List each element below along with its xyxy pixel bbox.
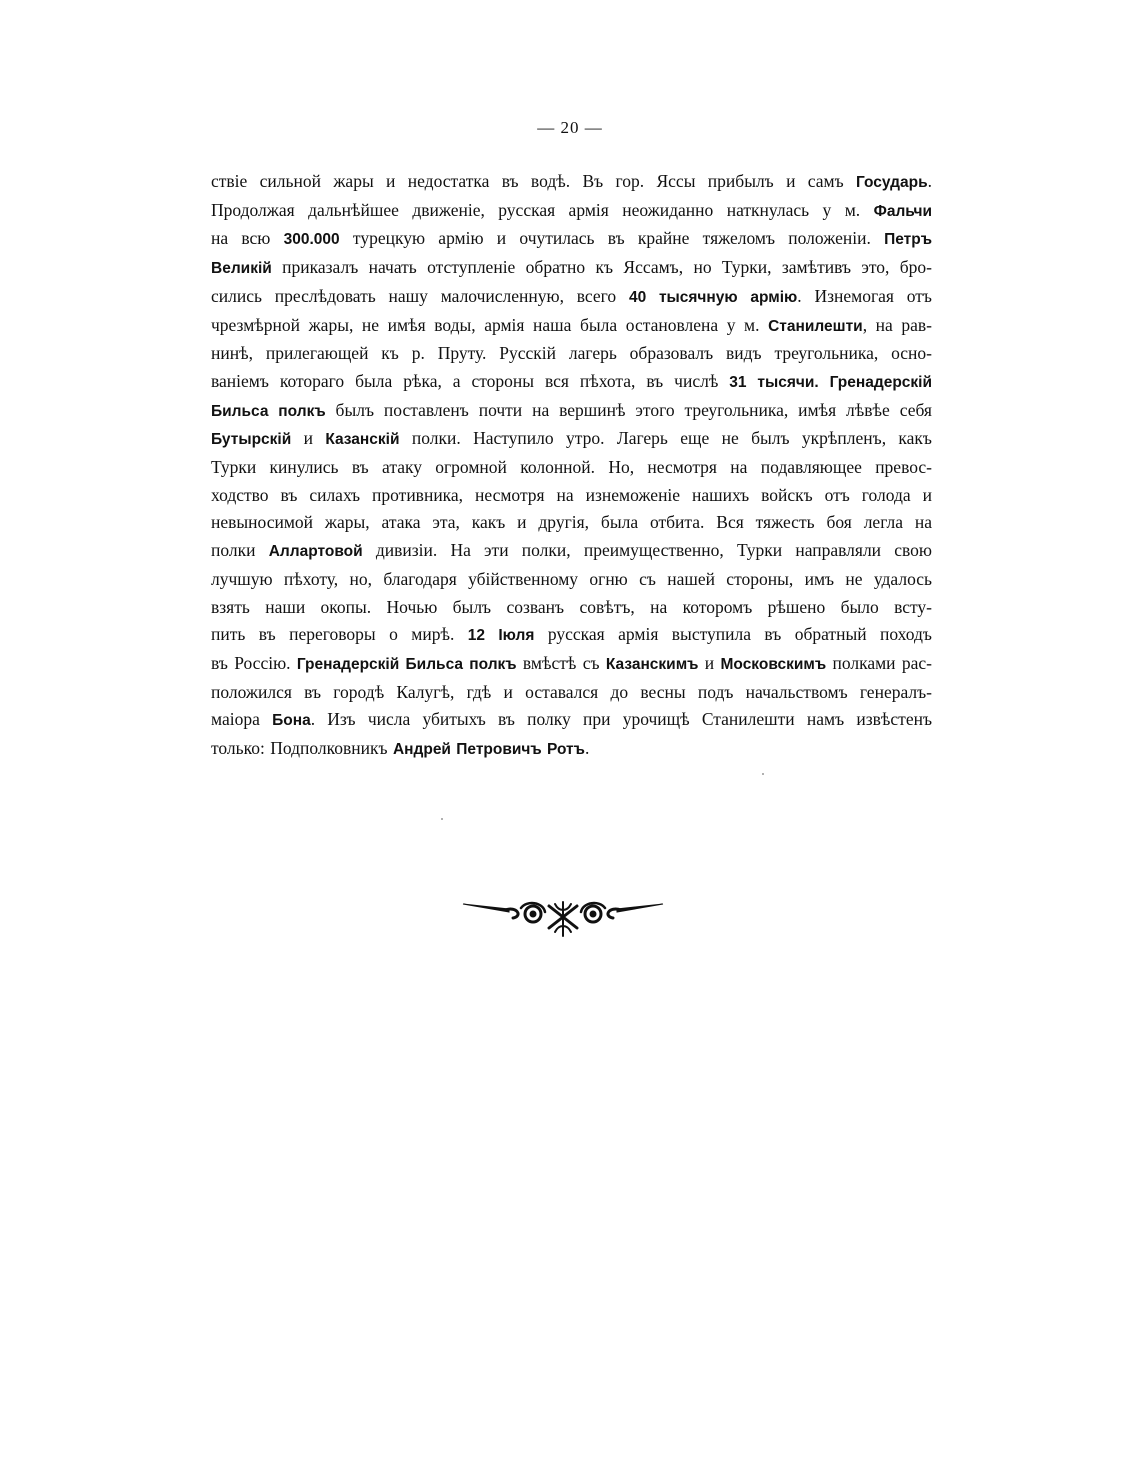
emphasized-text: Московскимъ: [720, 655, 827, 673]
emphasized-text: Гренадерскій Бильса полкъ: [296, 655, 517, 673]
text-segment: .: [927, 171, 932, 191]
emphasized-text: 40 тысячную армію: [628, 288, 798, 306]
text-line: [211, 594, 932, 622]
text-line: [211, 706, 932, 735]
text-line: [211, 735, 932, 764]
text-segment: въ Россію.: [211, 652, 297, 673]
text-segment: взять наши окопы. Ночью былъ созванъ совѣтъ, на которомъ рѣшено было всту-: [211, 596, 932, 617]
text-segment: . Изнемогая отъ: [797, 285, 932, 306]
text-line: [211, 197, 932, 226]
text-segment: . Изъ числа убитыхъ въ полку при урочищѣ Станилешти намъ извѣстенъ: [310, 709, 933, 730]
text-line: [211, 482, 932, 510]
text-segment: и: [291, 428, 326, 449]
emphasized-text: Андрей Петровичъ Ротъ: [392, 741, 585, 759]
text-segment: на всю: [211, 228, 284, 249]
text-line: [211, 425, 932, 454]
text-segment: дивизіи. На эти полки, преимущественно, Турки направляли свою: [362, 540, 932, 561]
text-segment: ваніемъ котораго была рѣка, а стороны вся пѣхота, въ числѣ: [211, 370, 730, 391]
text-line: [211, 650, 932, 679]
text-segment: .: [584, 738, 590, 759]
text-segment: былъ поставленъ почти на вершинѣ этого треугольника, имѣя лѣвѣе себя: [325, 399, 932, 420]
text-segment: и: [698, 652, 721, 673]
text-segment: полками рас-: [826, 652, 932, 673]
text-segment: только: Подполковникъ: [211, 738, 393, 759]
paper-speck: [762, 773, 764, 775]
text-segment: , на рав-: [862, 314, 932, 335]
body-text: [211, 168, 932, 764]
text-segment: чрезмѣрной жары, не имѣя воды, армія наша была остановлена у м.: [211, 314, 769, 335]
emphasized-text: Аллартовой: [268, 543, 363, 561]
text-segment: ствіе сильной жары и недостатка въ водѣ. Въ гор. Яссы прибылъ и самъ: [211, 171, 857, 191]
text-line: [211, 679, 932, 707]
text-segment: приказалъ начать отступленіе обратно къ Яссамъ, но Турки, замѣтивъ это, бро-: [271, 257, 932, 278]
text-line: [211, 566, 932, 594]
decorative-ornament: [461, 892, 665, 940]
text-line: [211, 312, 932, 341]
text-segment: Продолжая дальнѣйшее движеніе, русская армія неожиданно наткнулась у м.: [211, 199, 874, 220]
text-line: [211, 254, 932, 283]
text-segment: турецкую армію и очутилась въ крайне тяжеломъ положеніи.: [339, 228, 885, 249]
text-segment: положился въ городѣ Калугѣ, гдѣ и оставался до весны подъ начальствомъ генералъ-: [211, 681, 932, 702]
text-line: [211, 454, 932, 482]
paper-speck: [441, 818, 443, 820]
emphasized-text: 300.000: [283, 231, 340, 249]
emphasized-text: Государь: [856, 174, 928, 191]
emphasized-text: Бильса полкъ: [211, 402, 326, 420]
text-segment: нинѣ, прилегающей къ р. Пруту. Русскій лагерь образовалъ видъ треугольника, осно-: [211, 343, 932, 364]
emphasized-text: Петръ: [884, 231, 932, 249]
emphasized-text: 31 тысячи. Гренадерскій: [729, 373, 933, 391]
text-segment: вмѣстѣ съ: [516, 652, 606, 673]
text-segment: маіора: [211, 709, 273, 730]
emphasized-text: 12 Іюля: [467, 627, 535, 645]
text-segment: русская армія выступила въ обратный походъ: [534, 624, 932, 645]
emphasized-text: Бутырскій: [211, 431, 292, 449]
emphasized-text: Бона: [272, 712, 311, 730]
text-segment: полки. Наступило утро. Лагерь еще не былъ укрѣпленъ, какъ: [399, 428, 932, 449]
text-segment: лучшую пѣхоту, но, благодаря убійственному огню съ нашей стороны, имъ не удалось: [211, 568, 932, 589]
text-segment: полки: [211, 540, 269, 561]
emphasized-text: Казанскій: [325, 431, 400, 449]
text-line: [211, 168, 932, 197]
text-line: [211, 340, 932, 368]
emphasized-text: Великій: [211, 260, 272, 278]
text-segment: сились преслѣдовать нашу малочисленную, всего: [211, 285, 629, 306]
text-line: [211, 397, 932, 426]
emphasized-text: Фальчи: [873, 202, 932, 220]
page-number: — 20 —: [537, 118, 603, 137]
text-segment: невыносимой жары, атака эта, какъ и другія, была отбита. Вся тяжесть боя легла на: [211, 512, 932, 533]
text-line: [211, 537, 932, 566]
text-line: [211, 225, 932, 254]
emphasized-text: Казанскимъ: [605, 655, 699, 673]
text-segment: ходство въ силахъ противника, несмотря на изнеможеніе нашихъ войскъ отъ голода и: [211, 484, 932, 505]
text-segment: Турки кинулись въ атаку огромной колонной. Но, несмотря на подавляющее превос-: [211, 457, 932, 478]
text-line: [211, 368, 932, 397]
text-segment: пить въ переговоры о мирѣ.: [211, 624, 468, 645]
emphasized-text: Станилешти: [768, 317, 863, 335]
text-line: [211, 509, 932, 537]
text-line: [211, 283, 932, 312]
text-line: [211, 621, 932, 650]
